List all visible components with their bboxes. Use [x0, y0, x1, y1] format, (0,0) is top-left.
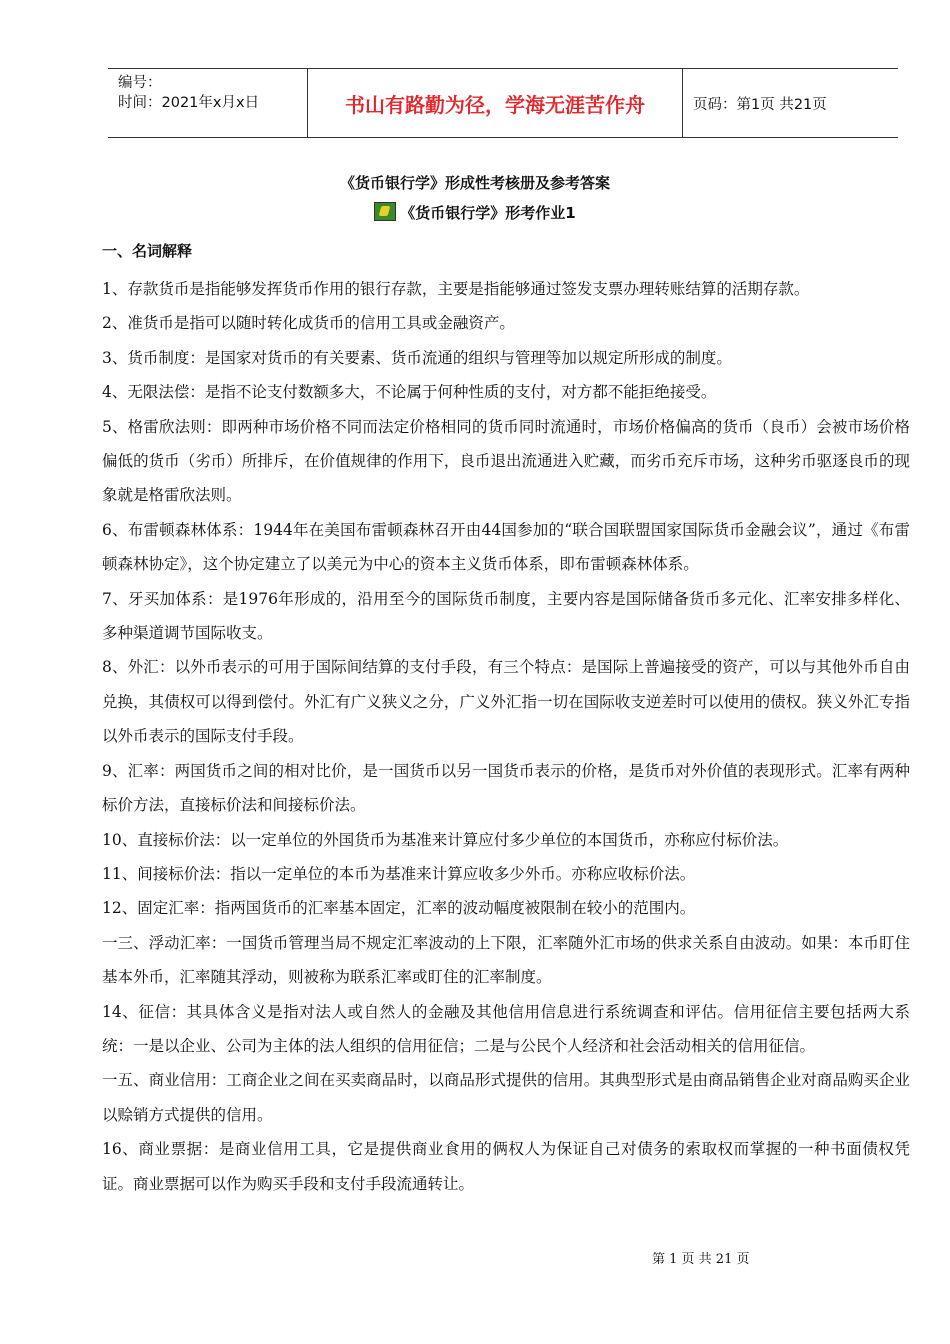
paragraph: 16、商业票据：是商业信用工具，它是提供商业食用的俩权人为保证自己对债务的索取权而掌握的一种书面债权凭证。商业票据可以作为购买手段和支付手段流通转让。 [102, 1140, 910, 1193]
section-heading: 一、名词解释 [102, 242, 193, 260]
header-left-cell [108, 69, 308, 137]
document-title: 《货币银行学》形成性考核册及参考答案 [339, 174, 610, 192]
document-body [102, 272, 910, 1201]
document-header [108, 68, 898, 138]
paragraph: 11、间接标价法：指以一定单位的本币为基准来计算应收多少外币。亦称应收标价法。 [102, 864, 696, 883]
paragraph: 5、格雷欣法则：即两种市场价格不同而法定价格相同的货币同时流通时，市场价格偏高的货币（良币）会被市场价格偏低的货币（劣币）所排斥，在价值规律的作用下，良币退出流通进入贮藏，而劣币充斥市场，这种劣币驱逐良币的现象就是格雷欣法则。 [102, 417, 910, 505]
paragraph: 14、征信：其具体含义是指对法人或自然人的金融及其他信用信息进行系统调查和评估。信用征信主要包括两大系统：一是以企业、公司为主体的法人组织的信用征信；二是与公民个人经济和社会活动相关的信用征信。 [102, 1002, 910, 1055]
paragraph: 3、货币制度：是国家对货币的有关要素、货币流通的组织与管理等加以规定所形成的制度。 [102, 348, 732, 367]
document-subtitle [0, 202, 950, 223]
paragraph: 6、布雷顿森林体系：1944年在美国布雷顿森林召开由44国参加的“联合国联盟国家国际货币金融会议”，通过《布雷顿森林协定》，这个协定建立了以美元为中心的资本主义货币体系，即布雷顿森林体系。 [102, 520, 910, 574]
page-info: 页码：第1页 共21页 [693, 96, 827, 113]
paragraph: 8、外汇：以外币表示的可用于国际间结算的支付手段，有三个特点：是国际上普遍接受的资产，可以与其他外币自由兑换，其债权可以得到偿付。外汇有广义狭义之分，广义外汇指一切在国际收支逆差时可以使用的债权。狭义外汇专指以外币表示的国际支付手段。 [102, 658, 910, 746]
paragraph: 一三、浮动汇率：一国货币管理当局不规定汇率波动的上下限，汇率随外汇市场的供求关系自由波动。如果：本币盯住基本外币，汇率随其浮动，则被称为联系汇率或盯住的汇率制度。 [102, 933, 910, 987]
paragraph: 4、无限法偿：是指不论支付数额多大，不论属于何种性质的支付，对方都不能拒绝接受。 [102, 383, 717, 402]
paragraph: 10、直接标价法：以一定单位的外国货币为基准来计算应付多少单位的本国货币，亦称应付标价法。 [102, 830, 789, 849]
paragraph: 1、存款货币是指能够发挥货币作用的银行存款，主要是指能够通过签发支票办理转账结算的活期存款。 [102, 280, 810, 298]
paragraph: 2、准货币是指可以随时转化成货币的信用工具或金融资产。 [102, 314, 515, 333]
paragraph: 一五、商业信用：工商企业之间在买卖商品时，以商品形式提供的信用。其典型形式是由商品销售企业对商品购买企业以赊销方式提供的信用。 [102, 1071, 910, 1124]
bookmark-icon [374, 202, 396, 221]
serial-label: 编号： [118, 75, 162, 91]
subtitle-text: 《货币银行学》形考作业1 [400, 204, 576, 222]
date-label: 时间：2021年x月x日 [118, 95, 260, 111]
paragraph: 9、汇率：两国货币之间的相对比价，是一国货币以另一国货币表示的价格，是货币对外价值的表现形式。汇率有两种标价方法，直接标价法和间接标价法。 [102, 761, 910, 815]
page-footer: 第 1 页 共 21 页 [652, 1252, 750, 1267]
paragraph: 7、牙买加体系：是1976年形成的，沿用至今的国际货币制度，主要内容是国际储备货币多元化、汇率安排多样化、多种渠道调节国际收支。 [102, 589, 910, 643]
paragraph: 12、固定汇率：指两国货币的汇率基本固定，汇率的波动幅度被限制在较小的范围内。 [102, 899, 696, 918]
motto: 书山有路勤为径，学海无涯苦作舟 [308, 69, 683, 137]
